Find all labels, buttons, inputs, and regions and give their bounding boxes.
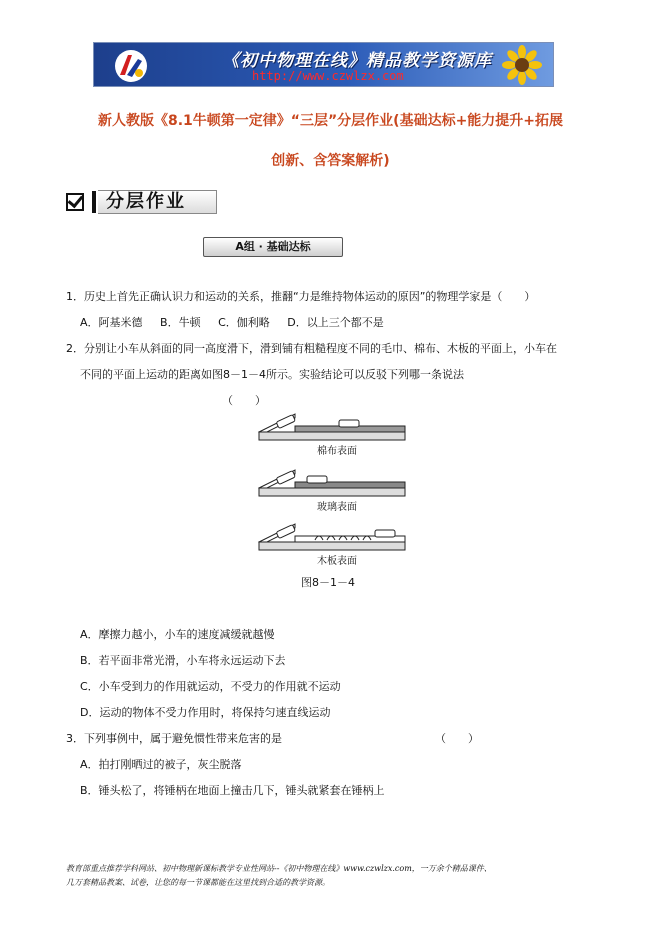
experiment-figure bbox=[255, 410, 410, 570]
question-2-option-a: A．摩擦力越小，小车的速度减缓就越慢 bbox=[80, 628, 275, 641]
option-a: A．阿基米德 bbox=[80, 316, 143, 329]
question-2-option-d: D．运动的物体不受力作用时，将保持匀速直线运动 bbox=[80, 706, 331, 719]
sunflower-icon bbox=[497, 45, 547, 85]
question-2-option-c: C．小车受到力的作用就运动，不受力的作用就不运动 bbox=[80, 680, 341, 693]
footer-line2: 几万套精品教案、试卷，让您的每一节课都能在这里找到合适的教学资源。 bbox=[66, 878, 330, 887]
figure-caption: 图8－1－4 bbox=[301, 576, 355, 589]
logo-icon bbox=[114, 49, 148, 83]
checkbox-icon bbox=[66, 193, 84, 211]
question-2-stem-line1: 2．分别让小车从斜面的同一高度滑下，滑到铺有粗糙程度不同的毛巾、棉布、木板的平面上，小车在 bbox=[66, 342, 557, 355]
figure-label-glass: 玻璃表面 bbox=[317, 502, 357, 513]
question-3-option-a: A．拍打刚晒过的被子，灰尘脱落 bbox=[80, 758, 242, 771]
question-3-stem: 3．下列事例中，属于避免惯性带来危害的是 bbox=[66, 732, 282, 745]
figure-label-cloth: 棉布表面 bbox=[317, 446, 357, 457]
footer-line1: 教育部重点推荐学科网站、初中物理新课标教学专业性网站--《初中物理在线》www.czwlzx.com，一万余个精品课件、 bbox=[66, 864, 492, 873]
question-3-bracket: （ ） bbox=[435, 732, 479, 745]
figure-label-wood: 木板表面 bbox=[317, 556, 357, 567]
question-2-option-b: B．若平面非常光滑，小车将永远运动下去 bbox=[80, 654, 286, 667]
question-1-options bbox=[80, 314, 398, 330]
section-heading bbox=[66, 190, 217, 214]
section-bar bbox=[92, 191, 96, 213]
question-2-bracket: （ ） bbox=[222, 394, 266, 407]
question-2-stem-line2: 不同的平面上运动的距离如图8－1－4所示。实验结论可以反驳下列哪一条说法 bbox=[80, 368, 464, 381]
page-footer bbox=[66, 862, 626, 890]
option-c: C．伽利略 bbox=[218, 316, 270, 329]
figure-panel-wood bbox=[259, 524, 405, 567]
figure-panel-cloth bbox=[259, 414, 405, 457]
question-1-stem: 1．历史上首先正确认识力和运动的关系，推翻“力是维持物体运动的原因”的物理学家是（ ） bbox=[66, 290, 536, 303]
option-b: B．牛顿 bbox=[160, 316, 201, 329]
group-label: A组 · 基础达标 bbox=[203, 237, 343, 257]
document-title-line2: 创新、含答案解析) bbox=[271, 153, 390, 169]
document-title-line1: 新人教版《8.1牛顿第一定律》“三层”分层作业(基础达标+能力提升+拓展 bbox=[97, 113, 564, 129]
question-3-option-b: B．锤头松了，将锤柄在地面上撞击几下，锤头就紧套在锤柄上 bbox=[80, 784, 385, 797]
figure-panel-glass bbox=[259, 470, 405, 513]
section-label: 分层作业 bbox=[98, 190, 217, 214]
header-banner bbox=[93, 42, 554, 87]
option-d: D．以上三个都不是 bbox=[287, 316, 384, 329]
banner-title: 《初中物理在线》精品教学资源库 bbox=[222, 51, 492, 71]
banner-url[interactable]: http://www.czwlzx.com bbox=[252, 69, 404, 83]
